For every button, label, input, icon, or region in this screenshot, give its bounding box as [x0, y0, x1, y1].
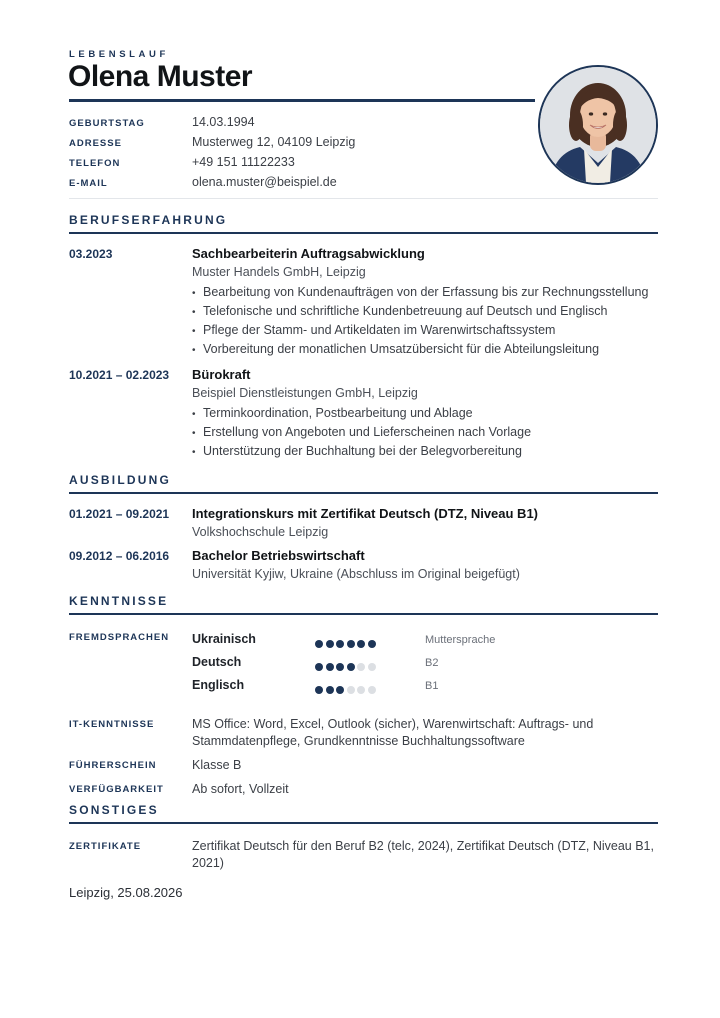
job-date: 10.2021 – 02.2023 [69, 368, 170, 382]
section-title-other: SONSTIGES [69, 803, 159, 817]
it-skills-line: MS Office: Word, Excel, Outlook (sicher), Warenwirtschaft: Auftrags- und [192, 717, 594, 731]
section-title-education: AUSBILDUNG [69, 473, 171, 487]
info-value: 14.03.1994 [192, 115, 255, 129]
language-rating [315, 681, 379, 691]
bullet-text: Telefonische und schriftliche Kundenbetreuung auf Deutsch und Englisch [203, 304, 608, 318]
job-bullet: • Telefonische und schriftliche Kundenbetreuung auf Deutsch und Englisch [192, 304, 608, 318]
place-and-date: Leipzig, 25.08.2026 [69, 885, 183, 900]
language-name: Ukrainisch [192, 632, 256, 646]
bullet-text: Terminkoordination, Postbearbeitung und Ablage [203, 406, 473, 420]
language-name: Deutsch [192, 655, 242, 669]
education-school: Volkshochschule Leipzig [192, 525, 329, 539]
divider [69, 198, 658, 199]
language-name: Englisch [192, 678, 245, 692]
job-bullet: • Unterstützung der Buchhaltung bei der Belegvorbereitung [192, 444, 522, 458]
rating-dot-empty [368, 663, 376, 671]
bullet-text: Vorbereitung der monatlichen Umsatzübersicht für die Abteilungsleitung [203, 342, 600, 356]
applicant-name: Olena Muster [68, 60, 253, 93]
info-label: TELEFON [69, 158, 121, 169]
education-school: Universität Kyjiw, Ukraine (Abschluss im Original beigefügt) [192, 567, 520, 581]
job-date: 03.2023 [69, 247, 113, 261]
rating-dot-filled [326, 640, 334, 648]
bullet-text: Unterstützung der Buchhaltung bei der Belegvorbereitung [203, 444, 522, 458]
rating-dot-filled [326, 663, 334, 671]
profile-photo [538, 65, 658, 185]
info-value: +49 151 11122233 [192, 155, 295, 169]
section-title-experience: BERUFSERFAHRUNG [69, 213, 228, 227]
info-label: GEBURTSTAG [69, 118, 145, 129]
info-value[interactable]: olena.muster@beispiel.de [192, 175, 337, 189]
portrait-image [540, 67, 656, 183]
license-value: Klasse B [192, 758, 242, 772]
job-bullet: • Terminkoordination, Postbearbeitung und Ablage [192, 406, 473, 420]
language-level: B2 [425, 657, 439, 669]
bullet-text: Erstellung von Angeboten und Lieferscheinen nach Vorlage [203, 425, 532, 439]
rating-dot-filled [368, 640, 376, 648]
info-label: ADRESSE [69, 138, 122, 149]
it-skills-value [192, 716, 652, 750]
job-title: Sachbearbeiterin Auftragsabwicklung [192, 246, 425, 261]
rating-dot-filled [357, 640, 365, 648]
section-rule [69, 613, 658, 615]
job-bullet: • Pflege der Stamm- und Artikeldaten im Warenwirtschaftssystem [192, 323, 556, 337]
certificates-line: 2021) [192, 856, 224, 870]
it-skills-label: IT-KENNTNISSE [69, 719, 155, 730]
rating-dot-filled [315, 640, 323, 648]
education-title: Integrationskurs mit Zertifikat Deutsch (DTZ, Niveau B1) [192, 506, 539, 521]
rating-dot-filled [336, 663, 344, 671]
certificates-label: ZERTIFIKATE [69, 841, 142, 852]
info-value: Musterweg 12, 04109 Leipzig [192, 135, 356, 149]
availability-value: Ab sofort, Vollzeit [192, 782, 289, 796]
document-eyebrow: LEBENSLAUF [69, 49, 169, 60]
language-rating [315, 635, 379, 645]
rating-dot-empty [357, 686, 365, 694]
education-date: 09.2012 – 06.2016 [69, 549, 170, 563]
rating-dot-filled [315, 686, 323, 694]
language-level: Muttersprache [425, 634, 496, 646]
rating-dot-filled [326, 686, 334, 694]
license-label: FÜHRERSCHEIN [69, 760, 157, 771]
rating-dot-empty [347, 686, 355, 694]
job-title: Bürokraft [192, 367, 251, 382]
job-bullet: • Bearbeitung von Kundenaufträgen von der Erfassung bis zur Rechnungsstellung [192, 285, 649, 299]
language-level: B1 [425, 680, 439, 692]
section-rule [69, 232, 658, 234]
job-company: Beispiel Dienstleistungen GmbH, Leipzig [192, 386, 418, 400]
rating-dot-filled [336, 640, 344, 648]
language-rating [315, 658, 379, 668]
section-rule [69, 822, 658, 824]
bullet-text: Bearbeitung von Kundenaufträgen von der Erfassung bis zur Rechnungsstellung [203, 285, 649, 299]
bullet-text: Pflege der Stamm- und Artikeldaten im Warenwirtschaftssystem [203, 323, 556, 337]
rating-dot-filled [347, 640, 355, 648]
rating-dot-filled [336, 686, 344, 694]
education-date: 01.2021 – 09.2021 [69, 507, 170, 521]
languages-label: FREMDSPRACHEN [69, 632, 170, 643]
section-rule [69, 492, 658, 494]
rating-dot-filled [315, 663, 323, 671]
section-title-skills: KENNTNISSE [69, 594, 169, 608]
info-label: E-MAIL [69, 178, 108, 189]
availability-label: VERFÜGBARKEIT [69, 784, 164, 795]
job-bullet: • Erstellung von Angeboten und Lieferscheinen nach Vorlage [192, 425, 532, 439]
certificates-value [192, 838, 658, 872]
rating-dot-empty [368, 686, 376, 694]
education-title: Bachelor Betriebswirtschaft [192, 548, 365, 563]
job-bullet: • Vorbereitung der monatlichen Umsatzübersicht für die Abteilungsleitung [192, 342, 600, 356]
rating-dot-empty [357, 663, 365, 671]
it-skills-line: Stammdatenpflege, Grundkenntnisse Buchhaltungssoftware [192, 734, 525, 748]
certificates-line: Zertifikat Deutsch für den Beruf B2 (telc, 2024), Zertifikat Deutsch (DTZ, Niveau B1, [192, 839, 654, 853]
name-underline [69, 99, 535, 102]
rating-dot-filled [347, 663, 355, 671]
job-company: Muster Handels GmbH, Leipzig [192, 265, 366, 279]
